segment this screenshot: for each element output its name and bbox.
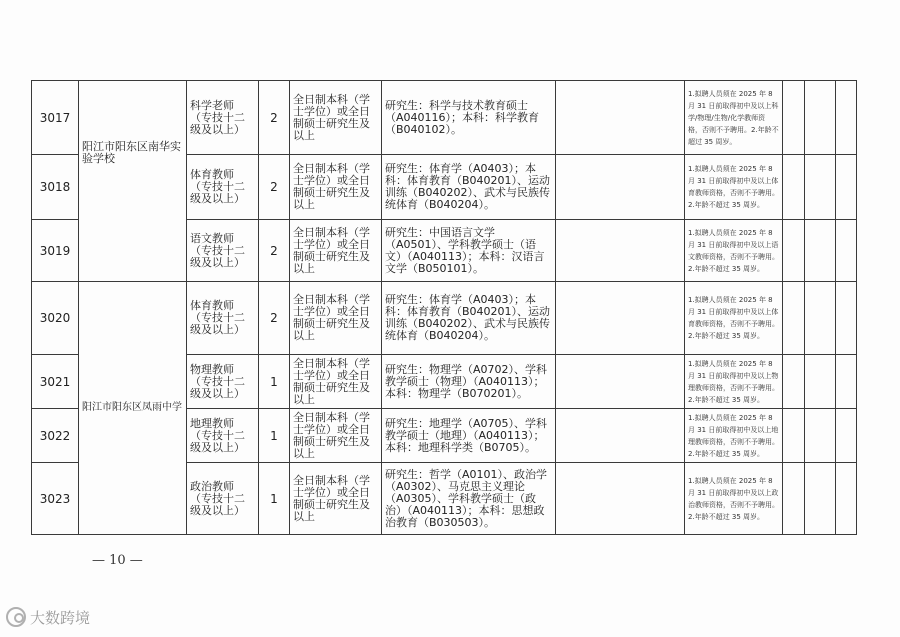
empty-cell bbox=[805, 220, 836, 282]
empty-cell bbox=[783, 81, 805, 155]
hire-count: 2 bbox=[259, 155, 290, 220]
watermark-logo-icon bbox=[6, 607, 26, 627]
hire-count: 2 bbox=[259, 81, 290, 155]
position-code: 3021 bbox=[32, 355, 79, 409]
hire-count: 1 bbox=[259, 463, 290, 535]
empty-cell bbox=[783, 463, 805, 535]
position-name: 地理教师（专技十二级及以上） bbox=[187, 409, 259, 463]
unit-name: 阳江市阳东区凤雨中学 bbox=[79, 282, 187, 535]
position-name: 体育教师（专技十二级及以上） bbox=[187, 155, 259, 220]
empty-cell bbox=[783, 282, 805, 355]
empty-cell bbox=[836, 355, 857, 409]
empty-cell bbox=[783, 409, 805, 463]
position-name: 政治教师（专技十二级及以上） bbox=[187, 463, 259, 535]
education-requirement: 全日制本科（学士学位）或全日制硕士研究生及以上 bbox=[290, 355, 382, 409]
major-requirement: 研究生：体育学（A0403）；本科：体育教育（B040201）、运动训练（B040202）、武术与民族传统体育（B040204）。 bbox=[382, 282, 556, 355]
empty-cell bbox=[783, 220, 805, 282]
notes: 1.拟聘人员须在 2025 年 8 月 31 日前取得初中及以上地理教师资格，否则不予聘用。2.年龄不超过 35 周岁。 bbox=[685, 409, 783, 463]
unit-name: 阳江市阳东区南华实验学校 bbox=[79, 81, 187, 282]
major-requirement: 研究生：哲学（A0101）、政治学（A0302）、马克思主义理论（A0305）、学科教学硕士（政治）（A040113）；本科：思想政治教育（B030503）。 bbox=[382, 463, 556, 535]
empty-cell bbox=[805, 463, 836, 535]
position-code: 3018 bbox=[32, 155, 79, 220]
watermark-text: 大数跨境 bbox=[30, 608, 91, 627]
empty-cell bbox=[836, 155, 857, 220]
major-requirement: 研究生：中国语言文学（A0501）、学科教学硕士（语文）（A040113）；本科：汉语言文学（B050101）。 bbox=[382, 220, 556, 282]
empty-cell bbox=[783, 355, 805, 409]
position-code: 3019 bbox=[32, 220, 79, 282]
major-requirement: 研究生：物理学（A0702）、学科教学硕士（物理）（A040113）；本科：物理学（B070201）。 bbox=[382, 355, 556, 409]
empty-cell bbox=[805, 409, 836, 463]
position-code: 3023 bbox=[32, 463, 79, 535]
hire-count: 1 bbox=[259, 409, 290, 463]
major-requirement: 研究生：地理学（A0705）、学科教学硕士（地理）（A040113）；本科：地理科学类（B0705）。 bbox=[382, 409, 556, 463]
notes: 1.拟聘人员须在 2025 年 8 月 31 日前取得初中及以上体育教师资格，否则不予聘用。2.年龄不超过 35 周岁。 bbox=[685, 155, 783, 220]
empty-cell bbox=[556, 463, 685, 535]
major-requirement: 研究生：科学与技术教育硕士（A040116）；本科：科学教育（B040102）。 bbox=[382, 81, 556, 155]
education-requirement: 全日制本科（学士学位）或全日制硕士研究生及以上 bbox=[290, 463, 382, 535]
empty-cell bbox=[556, 355, 685, 409]
hire-count: 2 bbox=[259, 220, 290, 282]
table-row bbox=[32, 81, 857, 155]
empty-cell bbox=[556, 155, 685, 220]
notes: 1.拟聘人员须在 2025 年 8 月 31 日前取得初中及以上政治教师资格，否则不予聘用。2.年龄不超过 35 周岁。 bbox=[685, 463, 783, 535]
empty-cell bbox=[836, 409, 857, 463]
position-code: 3020 bbox=[32, 282, 79, 355]
position-name: 语文教师（专技十二级及以上） bbox=[187, 220, 259, 282]
recruitment-table bbox=[31, 80, 857, 535]
empty-cell bbox=[805, 155, 836, 220]
watermark bbox=[6, 606, 90, 628]
empty-cell bbox=[556, 81, 685, 155]
empty-cell bbox=[836, 220, 857, 282]
education-requirement: 全日制本科（学士学位）或全日制硕士研究生及以上 bbox=[290, 220, 382, 282]
position-name: 科学老师（专技十二级及以上） bbox=[187, 81, 259, 155]
notes: 1.拟聘人员须在 2025 年 8 月 31 日前取得初中及以上科学/物理/生物/化学教师资格，否则不予聘用。2.年龄不超过 35 周岁。 bbox=[685, 81, 783, 155]
position-name: 体育教师（专技十二级及以上） bbox=[187, 282, 259, 355]
notes: 1.拟聘人员须在 2025 年 8 月 31 日前取得初中及以上体育教师资格，否则不予聘用。2.年龄不超过 35 周岁。 bbox=[685, 282, 783, 355]
empty-cell bbox=[805, 282, 836, 355]
empty-cell bbox=[836, 81, 857, 155]
major-requirement: 研究生：体育学（A0403）；本科：体育教育（B040201）、运动训练（B040202）、武术与民族传统体育（B040204）。 bbox=[382, 155, 556, 220]
empty-cell bbox=[783, 155, 805, 220]
education-requirement: 全日制本科（学士学位）或全日制硕士研究生及以上 bbox=[290, 282, 382, 355]
empty-cell bbox=[805, 355, 836, 409]
hire-count: 1 bbox=[259, 355, 290, 409]
position-code: 3017 bbox=[32, 81, 79, 155]
position-name: 物理教师（专技十二级及以上） bbox=[187, 355, 259, 409]
position-code: 3022 bbox=[32, 409, 79, 463]
page-number: — 10 — bbox=[92, 553, 143, 568]
education-requirement: 全日制本科（学士学位）或全日制硕士研究生及以上 bbox=[290, 409, 382, 463]
education-requirement: 全日制本科（学士学位）或全日制硕士研究生及以上 bbox=[290, 81, 382, 155]
table-row bbox=[32, 282, 857, 355]
empty-cell bbox=[556, 409, 685, 463]
empty-cell bbox=[556, 220, 685, 282]
hire-count: 2 bbox=[259, 282, 290, 355]
empty-cell bbox=[836, 463, 857, 535]
education-requirement: 全日制本科（学士学位）或全日制硕士研究生及以上 bbox=[290, 155, 382, 220]
empty-cell bbox=[836, 282, 857, 355]
notes: 1.拟聘人员须在 2025 年 8 月 31 日前取得初中及以上物理教师资格，否则不予聘用。2.年龄不超过 35 周岁。 bbox=[685, 355, 783, 409]
notes: 1.拟聘人员须在 2025 年 8 月 31 日前取得初中及以上语文教师资格，否则不予聘用。2.年龄不超过 35 周岁。 bbox=[685, 220, 783, 282]
empty-cell bbox=[556, 282, 685, 355]
empty-cell bbox=[805, 81, 836, 155]
